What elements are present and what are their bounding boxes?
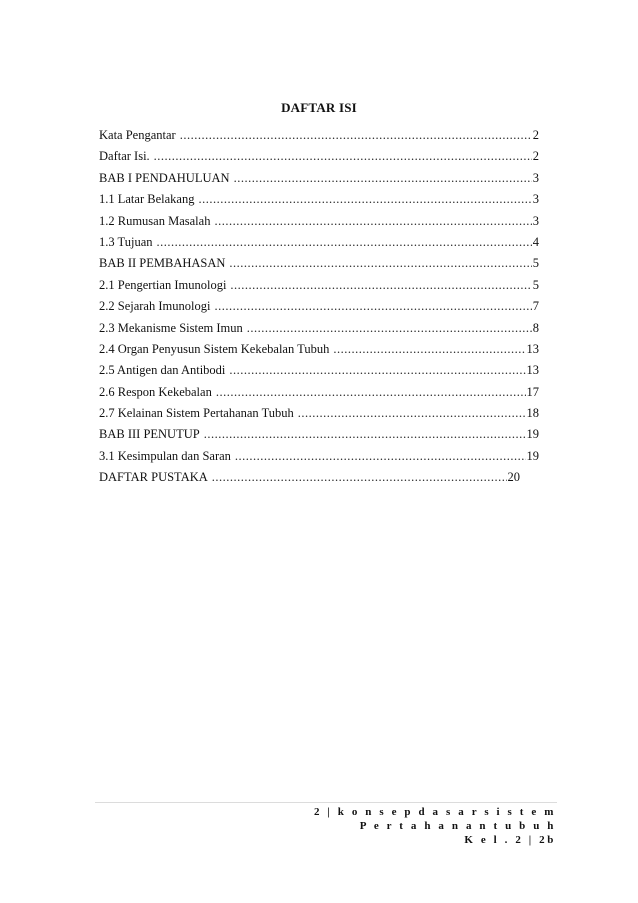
toc-leader-dots xyxy=(230,278,531,293)
toc-page-number: 18 xyxy=(526,406,539,421)
toc-leader-dots xyxy=(180,128,532,143)
toc-leader-dots xyxy=(214,299,531,314)
toc-leader-dots xyxy=(333,342,525,357)
footer-line-2: P e r t a h a n a n t u b u h xyxy=(359,820,556,832)
toc-leader-dots xyxy=(298,406,526,421)
toc-entry xyxy=(99,214,539,235)
toc-entry xyxy=(99,278,539,299)
toc-label: BAB III PENUTUP xyxy=(99,427,200,442)
toc-label: 2.4 Organ Penyusun Sistem Kekebalan Tubuh xyxy=(99,341,330,356)
toc-page-number: 4 xyxy=(532,234,539,249)
toc-leader-dots xyxy=(247,321,532,336)
toc-entry xyxy=(99,321,539,342)
toc-label: 2.2 Sejarah Imunologi xyxy=(99,299,211,314)
toc-leader-dots xyxy=(154,149,532,164)
toc-label: Daftar Isi. xyxy=(99,149,150,164)
toc-page-number: 3 xyxy=(532,170,539,185)
toc-page-number: 5 xyxy=(532,277,539,292)
toc-entry xyxy=(99,256,539,277)
toc-page-number: 19 xyxy=(526,427,539,442)
toc-label: Kata Pengantar xyxy=(99,128,176,142)
toc-page-number: 20 xyxy=(507,470,520,485)
table-of-contents xyxy=(99,128,539,492)
toc-page-number: 13 xyxy=(526,341,539,356)
toc-label: 1.3 Tujuan xyxy=(99,234,153,249)
toc-entry xyxy=(99,149,539,170)
toc-page-number: 5 xyxy=(532,256,539,271)
toc-page-number: 13 xyxy=(526,363,539,378)
toc-page-number: 2 xyxy=(532,128,539,142)
toc-label: 2.6 Respon Kekebalan xyxy=(99,384,212,399)
toc-entry xyxy=(99,470,520,491)
toc-label: 2.7 Kelainan Sistem Pertahanan Tubuh xyxy=(99,406,294,421)
toc-label: 3.1 Kesimpulan dan Saran xyxy=(99,448,231,463)
toc-label: BAB I PENDAHULUAN xyxy=(99,170,230,185)
footer-line-3: K e l . 2 | 2b xyxy=(464,834,556,846)
toc-entry xyxy=(99,171,539,192)
footer-line-1: 2 | k o n s e p d a s a r s i s t e m xyxy=(313,806,556,818)
page-title: DAFTAR ISI xyxy=(281,100,357,115)
toc-entry xyxy=(99,385,539,406)
toc-entry xyxy=(99,128,539,149)
toc-entry xyxy=(99,406,539,427)
toc-entry xyxy=(99,427,539,448)
toc-leader-dots xyxy=(212,470,507,485)
toc-label: DAFTAR PUSTAKA xyxy=(99,470,208,485)
toc-leader-dots xyxy=(229,256,531,271)
page-footer xyxy=(314,805,556,847)
toc-leader-dots xyxy=(198,192,531,207)
toc-label: 2.1 Pengertian Imunologi xyxy=(99,277,227,292)
toc-leader-dots xyxy=(234,171,532,186)
toc-page-number: 8 xyxy=(532,320,539,335)
toc-page-number: 17 xyxy=(526,384,539,399)
toc-label: 1.2 Rumusan Masalah xyxy=(99,213,211,228)
toc-page-number: 2 xyxy=(532,149,539,164)
toc-label: 2.5 Antigen dan Antibodi xyxy=(99,363,226,378)
toc-entry xyxy=(99,299,539,320)
toc-label: BAB II PEMBAHASAN xyxy=(99,256,226,271)
toc-page-number: 3 xyxy=(532,192,539,207)
toc-entry xyxy=(99,342,539,363)
toc-entry xyxy=(99,363,539,384)
toc-entry xyxy=(99,192,539,213)
toc-entry xyxy=(99,235,539,256)
toc-leader-dots xyxy=(235,449,526,464)
toc-label: 1.1 Latar Belakang xyxy=(99,192,195,207)
footer-divider xyxy=(95,802,557,803)
toc-leader-dots xyxy=(204,427,526,442)
toc-leader-dots xyxy=(229,363,525,378)
toc-leader-dots xyxy=(157,235,532,250)
toc-leader-dots xyxy=(214,214,531,229)
toc-page-number: 7 xyxy=(532,299,539,314)
toc-entry xyxy=(99,449,539,470)
toc-leader-dots xyxy=(216,385,526,400)
toc-page-number: 19 xyxy=(526,448,539,463)
toc-page-number: 3 xyxy=(532,213,539,228)
toc-label: 2.3 Mekanisme Sistem Imun xyxy=(99,320,243,335)
